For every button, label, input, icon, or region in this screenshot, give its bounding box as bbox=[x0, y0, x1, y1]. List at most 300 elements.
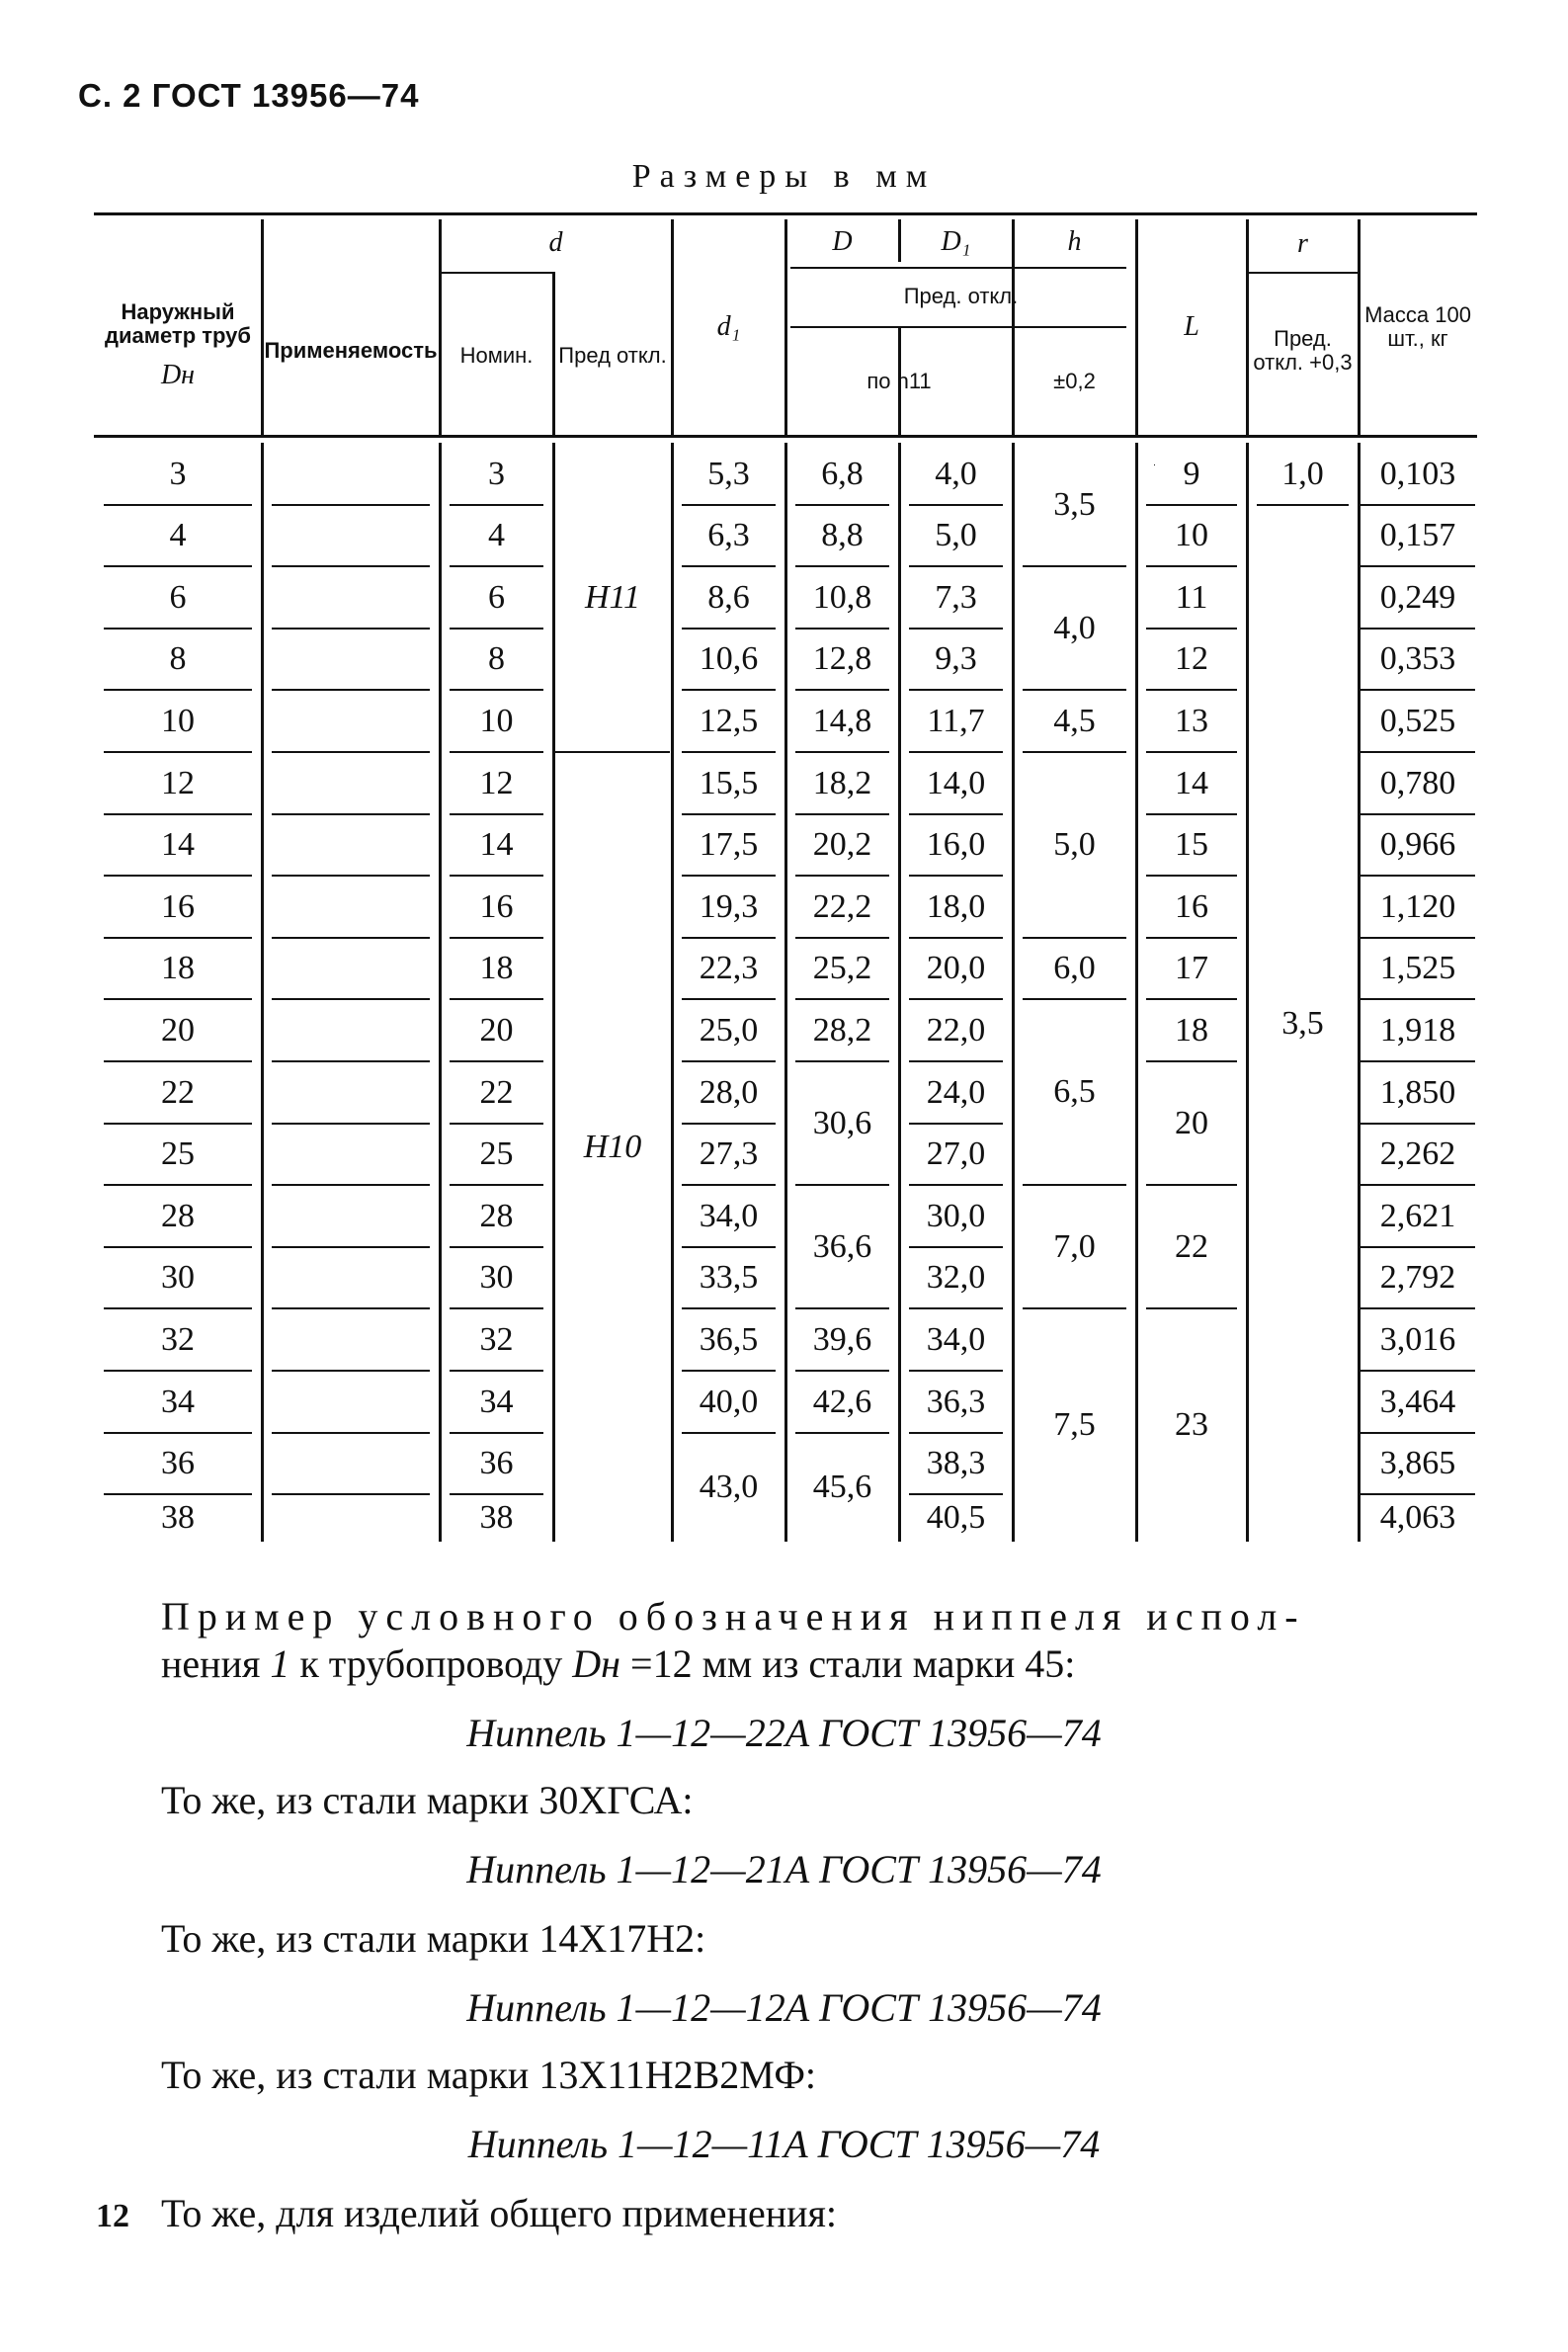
row-rule bbox=[682, 628, 776, 630]
row-d-nominal: 22 bbox=[479, 1073, 514, 1111]
row-outer-diameter: 12 bbox=[161, 764, 195, 801]
row-D: 12,8 bbox=[812, 640, 872, 677]
row-D1: 27,0 bbox=[926, 1135, 986, 1172]
row-rule bbox=[1023, 689, 1126, 691]
header-per-h11: по h11 bbox=[867, 369, 932, 393]
row-d1: 8,6 bbox=[707, 578, 750, 616]
row-rule bbox=[795, 504, 889, 506]
row-mass: 2,621 bbox=[1379, 1197, 1456, 1234]
row-rule bbox=[909, 1493, 1003, 1495]
row-d1: 25,0 bbox=[699, 1011, 759, 1049]
row-rule bbox=[682, 813, 776, 815]
row-rule bbox=[450, 504, 543, 506]
row-rule bbox=[272, 689, 430, 691]
row-d1: 15,5 bbox=[699, 764, 759, 801]
row-outer-diameter: 3 bbox=[169, 455, 187, 492]
row-rule bbox=[909, 1307, 1003, 1309]
row-rule bbox=[104, 998, 252, 1000]
row-D1: 24,0 bbox=[926, 1073, 986, 1111]
row-rule bbox=[104, 628, 252, 630]
same-note-4: То же, для изделий общего применения: bbox=[161, 2191, 838, 2235]
row-outer-diameter: 8 bbox=[169, 640, 187, 677]
row-mass: 0,780 bbox=[1379, 764, 1456, 801]
header-d-nominal: Номин. bbox=[459, 343, 534, 368]
row-rule bbox=[104, 1432, 252, 1434]
row-d1: 12,5 bbox=[699, 702, 759, 739]
row-rule bbox=[1361, 1184, 1475, 1186]
row-outer-diameter: 22 bbox=[161, 1073, 195, 1111]
row-rule bbox=[682, 1432, 776, 1434]
row-rule bbox=[682, 1123, 776, 1125]
row-rule bbox=[909, 1370, 1003, 1372]
row-rule bbox=[795, 1060, 889, 1062]
row-rule bbox=[1146, 875, 1237, 877]
merged-D: 45,6 bbox=[812, 1469, 872, 1505]
row-rule bbox=[682, 875, 776, 877]
row-rule bbox=[909, 689, 1003, 691]
same-note-3: То же, из стали марки 13Х11Н2В2МФ: bbox=[161, 2053, 817, 2097]
row-rule bbox=[1361, 875, 1475, 877]
row-D1: 38,3 bbox=[926, 1445, 986, 1481]
row-rule bbox=[1146, 689, 1237, 691]
row-D1: 36,3 bbox=[926, 1383, 986, 1420]
row-rule bbox=[1361, 1493, 1475, 1495]
row-mass: 1,120 bbox=[1379, 887, 1456, 925]
row-rule bbox=[450, 1307, 543, 1309]
row-rule bbox=[272, 751, 430, 753]
row-rule bbox=[795, 628, 889, 630]
row-rule bbox=[1023, 937, 1126, 939]
row-rule bbox=[272, 1370, 430, 1372]
row-d1: 34,0 bbox=[699, 1197, 759, 1234]
merged-L: 22 bbox=[1175, 1227, 1208, 1265]
tolerance-group-rule bbox=[555, 751, 670, 753]
row-rule bbox=[795, 1184, 889, 1186]
row-mass: 0,103 bbox=[1379, 455, 1456, 492]
row-d-nominal: 28 bbox=[479, 1197, 514, 1234]
row-outer-diameter: 20 bbox=[161, 1011, 195, 1049]
page-header: С. 2 ГОСТ 13956—74 bbox=[78, 77, 420, 114]
row-outer-diameter: 38 bbox=[161, 1499, 195, 1536]
row-rule bbox=[272, 1307, 430, 1309]
example-designation-2: Ниппель 1—12—21А ГОСТ 13956—74 bbox=[466, 1847, 1102, 1891]
row-rule bbox=[1361, 1307, 1475, 1309]
row-d1: 17,5 bbox=[699, 826, 759, 863]
row-rule bbox=[1146, 998, 1237, 1000]
row-d1: 36,5 bbox=[699, 1320, 759, 1358]
row-rule bbox=[272, 565, 430, 567]
header-D: D bbox=[832, 226, 853, 257]
row-D1: 9,3 bbox=[935, 640, 977, 677]
units-caption: Размеры в мм bbox=[631, 158, 937, 195]
row-rule bbox=[104, 937, 252, 939]
row-D1: 4,0 bbox=[935, 455, 977, 492]
row-rule bbox=[909, 751, 1003, 753]
row-d1: 10,6 bbox=[699, 640, 759, 677]
row-rule bbox=[1146, 813, 1237, 815]
row-outer-diameter: 18 bbox=[161, 950, 195, 986]
row-rule bbox=[909, 504, 1003, 506]
row-rule bbox=[450, 875, 543, 877]
row-rule bbox=[682, 1060, 776, 1062]
header-d: d bbox=[548, 227, 563, 258]
row-rule bbox=[450, 1246, 543, 1248]
row-rule bbox=[450, 628, 543, 630]
row-rule bbox=[1023, 1307, 1126, 1309]
row-rule bbox=[272, 998, 430, 1000]
merged-L: 20 bbox=[1175, 1104, 1208, 1141]
row-d1: 6,3 bbox=[707, 517, 750, 553]
row-L: 12 bbox=[1175, 640, 1208, 677]
row-rule bbox=[909, 1123, 1003, 1125]
row-D1: 16,0 bbox=[926, 826, 986, 863]
row-rule bbox=[682, 1370, 776, 1372]
merged-r: 3,5 bbox=[1281, 1004, 1324, 1042]
row-rule bbox=[1023, 1184, 1126, 1186]
header-rule bbox=[440, 272, 553, 274]
header-d1: d₁ bbox=[716, 311, 741, 342]
header-limit-deviation: Пред. откл. bbox=[903, 284, 1019, 308]
merged-h: 6,5 bbox=[1053, 1073, 1096, 1110]
row-rule bbox=[795, 1307, 889, 1309]
header-D1: D₁ bbox=[941, 226, 971, 257]
row-rule bbox=[795, 565, 889, 567]
merged-r: 1,0 bbox=[1281, 455, 1324, 492]
row-mass: 3,016 bbox=[1379, 1320, 1456, 1358]
paragraph-line-1: Пример условного обозначения ниппеля испол- bbox=[161, 1594, 1306, 1638]
header-applicability: Применяемость bbox=[264, 338, 438, 363]
row-rule bbox=[795, 689, 889, 691]
row-d-nominal: 4 bbox=[488, 517, 505, 553]
row-rule bbox=[682, 1307, 776, 1309]
row-d1: 27,3 bbox=[699, 1135, 759, 1172]
row-rule bbox=[682, 689, 776, 691]
row-rule bbox=[1361, 937, 1475, 939]
row-D1: 20,0 bbox=[926, 950, 986, 986]
row-mass: 1,850 bbox=[1379, 1073, 1456, 1111]
row-outer-diameter: 16 bbox=[161, 887, 195, 925]
row-rule bbox=[272, 875, 430, 877]
row-rule bbox=[909, 875, 1003, 877]
row-rule bbox=[795, 937, 889, 939]
row-d-nominal: 30 bbox=[479, 1259, 514, 1296]
row-rule bbox=[795, 875, 889, 877]
merged-L: 23 bbox=[1175, 1406, 1208, 1443]
row-d-nominal: 8 bbox=[488, 640, 505, 677]
row-L: 15 bbox=[1175, 826, 1208, 863]
header-L: L bbox=[1184, 311, 1199, 342]
row-rule bbox=[1361, 751, 1475, 753]
r-group-rule bbox=[1257, 504, 1349, 506]
header-outer-diameter: Наружный диаметр труб bbox=[104, 298, 252, 348]
row-rule bbox=[450, 689, 543, 691]
row-rule bbox=[450, 751, 543, 753]
row-rule bbox=[909, 1184, 1003, 1186]
same-note-2: То же, из стали марки 14Х17Н2: bbox=[161, 1916, 706, 1961]
row-rule bbox=[1361, 1246, 1475, 1248]
merged-D: 30,6 bbox=[812, 1104, 872, 1141]
row-L: 17 bbox=[1175, 950, 1208, 986]
row-rule bbox=[272, 813, 430, 815]
row-rule bbox=[450, 565, 543, 567]
row-d-nominal: 16 bbox=[479, 887, 514, 925]
row-rule bbox=[682, 504, 776, 506]
row-d-nominal: 20 bbox=[479, 1011, 514, 1049]
row-d-nominal: 6 bbox=[488, 578, 505, 616]
row-D: 14,8 bbox=[812, 702, 872, 739]
row-rule bbox=[450, 1184, 543, 1186]
row-rule bbox=[104, 1184, 252, 1186]
row-D: 20,2 bbox=[812, 826, 872, 863]
row-L: 11 bbox=[1175, 578, 1208, 616]
row-d-nominal: 38 bbox=[479, 1499, 514, 1536]
row-rule bbox=[1361, 689, 1475, 691]
row-rule bbox=[104, 504, 252, 506]
row-rule bbox=[909, 1060, 1003, 1062]
row-outer-diameter: 36 bbox=[161, 1445, 195, 1481]
row-d1: 19,3 bbox=[699, 887, 759, 925]
header-r-tolerance: Пред. откл. +0,3 bbox=[1253, 326, 1353, 375]
row-rule bbox=[1146, 937, 1237, 939]
row-d-nominal: 18 bbox=[479, 950, 514, 986]
row-rule bbox=[1361, 1370, 1475, 1372]
header-rule bbox=[1247, 272, 1358, 274]
row-rule bbox=[682, 1184, 776, 1186]
row-rule bbox=[1146, 1184, 1237, 1186]
row-outer-diameter: 4 bbox=[169, 517, 187, 553]
row-rule bbox=[104, 813, 252, 815]
merged-h: 3,5 bbox=[1053, 485, 1096, 523]
row-rule bbox=[104, 1060, 252, 1062]
row-outer-diameter: 28 bbox=[161, 1197, 195, 1234]
header-r: r bbox=[1297, 228, 1308, 259]
row-D1: 5,0 bbox=[935, 517, 977, 553]
row-d-nominal: 25 bbox=[479, 1135, 514, 1172]
row-rule bbox=[272, 1184, 430, 1186]
header-h: h bbox=[1067, 226, 1082, 257]
row-d1: 28,0 bbox=[699, 1073, 759, 1111]
row-rule bbox=[450, 1370, 543, 1372]
row-d-nominal: 10 bbox=[479, 702, 514, 739]
row-rule bbox=[104, 1246, 252, 1248]
row-rule bbox=[682, 751, 776, 753]
row-rule bbox=[1361, 1123, 1475, 1125]
row-D1: 7,3 bbox=[935, 578, 977, 616]
row-D: 6,8 bbox=[821, 455, 864, 492]
row-rule bbox=[1361, 504, 1475, 506]
row-D1: 40,5 bbox=[926, 1499, 986, 1536]
row-D1: 11,7 bbox=[927, 702, 985, 739]
header-h-tolerance: ±0,2 bbox=[1053, 369, 1096, 393]
row-rule bbox=[104, 1370, 252, 1372]
row-L: 18 bbox=[1175, 1011, 1208, 1049]
row-outer-diameter: 34 bbox=[161, 1383, 195, 1420]
row-mass: 0,525 bbox=[1379, 702, 1456, 739]
row-rule bbox=[450, 1432, 543, 1434]
row-d-nominal: 32 bbox=[479, 1320, 514, 1358]
row-rule bbox=[272, 1123, 430, 1125]
row-outer-diameter: 32 bbox=[161, 1320, 195, 1358]
row-rule bbox=[909, 937, 1003, 939]
header-bottom-rule bbox=[94, 435, 1477, 438]
row-rule bbox=[909, 628, 1003, 630]
row-rule bbox=[1146, 751, 1237, 753]
row-D: 42,6 bbox=[812, 1383, 872, 1420]
row-rule bbox=[1361, 628, 1475, 630]
merged-d1: 43,0 bbox=[699, 1469, 759, 1505]
row-mass: 2,792 bbox=[1379, 1259, 1456, 1296]
row-rule bbox=[682, 565, 776, 567]
row-rule bbox=[450, 937, 543, 939]
merged-h: 7,0 bbox=[1053, 1227, 1096, 1265]
row-D: 39,6 bbox=[812, 1320, 872, 1358]
row-rule bbox=[104, 1307, 252, 1309]
row-rule bbox=[1361, 1432, 1475, 1434]
row-rule bbox=[795, 813, 889, 815]
row-rule bbox=[450, 813, 543, 815]
merged-tolerance-h11: H11 bbox=[584, 578, 641, 616]
row-rule bbox=[1146, 565, 1237, 567]
row-L: 16 bbox=[1175, 887, 1208, 925]
row-L: 10 bbox=[1175, 517, 1208, 553]
row-mass: 1,918 bbox=[1379, 1011, 1456, 1049]
row-rule bbox=[795, 1370, 889, 1372]
row-rule bbox=[1023, 565, 1126, 567]
row-rule bbox=[272, 504, 430, 506]
row-D: 10,8 bbox=[812, 578, 872, 616]
row-rule bbox=[272, 1432, 430, 1434]
row-outer-diameter: 14 bbox=[161, 826, 195, 863]
page-number: 12 bbox=[96, 2198, 129, 2234]
row-rule bbox=[1361, 998, 1475, 1000]
row-rule bbox=[104, 689, 252, 691]
row-L: 13 bbox=[1175, 702, 1208, 739]
merged-h: 7,5 bbox=[1053, 1406, 1096, 1443]
row-d-nominal: 14 bbox=[479, 826, 514, 863]
row-rule bbox=[682, 1246, 776, 1248]
row-D: 8,8 bbox=[821, 517, 864, 553]
row-mass: 0,353 bbox=[1379, 640, 1456, 677]
row-D: 22,2 bbox=[812, 887, 872, 925]
row-rule bbox=[682, 998, 776, 1000]
header-d-tolerance: Пред откл. bbox=[558, 343, 667, 368]
row-rule bbox=[104, 875, 252, 877]
row-rule bbox=[909, 565, 1003, 567]
row-outer-diameter: 30 bbox=[161, 1259, 195, 1296]
row-rule bbox=[450, 1060, 543, 1062]
row-mass: 3,464 bbox=[1379, 1383, 1456, 1420]
row-D1: 32,0 bbox=[926, 1259, 986, 1296]
row-d1: 33,5 bbox=[699, 1259, 759, 1296]
row-d-nominal: 12 bbox=[479, 764, 514, 801]
row-rule bbox=[1361, 813, 1475, 815]
row-rule bbox=[450, 998, 543, 1000]
row-rule bbox=[272, 1246, 430, 1248]
row-mass: 0,157 bbox=[1379, 517, 1456, 553]
same-note-1: То же, из стали марки 30ХГСА: bbox=[161, 1778, 694, 1822]
row-rule bbox=[1146, 1060, 1237, 1062]
paragraph-line-2: нения 1 к трубопроводу Dн =12 мм из стали марки 45: bbox=[161, 1641, 1076, 1686]
row-d1: 40,0 bbox=[699, 1383, 759, 1420]
row-rule bbox=[104, 1493, 252, 1495]
header-outer-diameter-symbol: Dн bbox=[160, 360, 196, 390]
example-designation-3: Ниппель 1—12—12А ГОСТ 13956—74 bbox=[466, 1985, 1102, 2030]
row-rule bbox=[104, 565, 252, 567]
row-mass: 2,262 bbox=[1379, 1135, 1456, 1172]
row-rule bbox=[450, 1123, 543, 1125]
row-rule bbox=[909, 998, 1003, 1000]
header-mass: Масса 100 шт., кг bbox=[1364, 302, 1471, 351]
row-d1: 22,3 bbox=[699, 950, 759, 986]
row-L: 9 bbox=[1183, 455, 1200, 492]
row-rule bbox=[795, 751, 889, 753]
row-L: 14 bbox=[1175, 764, 1208, 801]
merged-D: 36,6 bbox=[812, 1227, 872, 1265]
row-rule bbox=[1146, 504, 1237, 506]
row-d-nominal: 36 bbox=[479, 1445, 514, 1481]
row-mass: 3,865 bbox=[1379, 1445, 1456, 1481]
row-rule bbox=[682, 937, 776, 939]
row-d1: 5,3 bbox=[707, 455, 750, 492]
merged-h: 4,5 bbox=[1053, 702, 1096, 739]
row-D: 25,2 bbox=[812, 950, 872, 986]
designation-example-paragraph bbox=[161, 1593, 1485, 1688]
merged-tolerance-h10: H10 bbox=[583, 1128, 642, 1165]
merged-h: 4,0 bbox=[1053, 609, 1096, 646]
row-D: 28,2 bbox=[812, 1011, 872, 1049]
row-mass: 4,063 bbox=[1379, 1499, 1456, 1536]
row-rule bbox=[272, 1060, 430, 1062]
row-d-nominal: 3 bbox=[488, 455, 505, 492]
merged-h: 5,0 bbox=[1053, 826, 1096, 863]
row-D1: 22,0 bbox=[926, 1011, 986, 1049]
merged-h: 6,0 bbox=[1053, 950, 1096, 986]
row-mass: 0,966 bbox=[1379, 826, 1456, 863]
row-D: 18,2 bbox=[812, 764, 872, 801]
row-outer-diameter: 25 bbox=[161, 1135, 195, 1172]
row-rule bbox=[1361, 1060, 1475, 1062]
row-rule bbox=[1361, 565, 1475, 567]
example-designation-1: Ниппель 1—12—22А ГОСТ 13956—74 bbox=[466, 1711, 1102, 1755]
row-rule bbox=[104, 1123, 252, 1125]
row-D1: 14,0 bbox=[926, 764, 986, 801]
row-rule bbox=[795, 1432, 889, 1434]
row-rule bbox=[1146, 1307, 1237, 1309]
table-top-rule bbox=[94, 212, 1477, 215]
row-D1: 34,0 bbox=[926, 1320, 986, 1358]
row-D1: 30,0 bbox=[926, 1197, 986, 1234]
row-rule bbox=[272, 628, 430, 630]
row-rule bbox=[909, 813, 1003, 815]
row-rule bbox=[909, 1432, 1003, 1434]
row-rule bbox=[450, 1493, 543, 1495]
row-rule bbox=[795, 998, 889, 1000]
row-rule bbox=[1146, 628, 1237, 630]
row-rule bbox=[1023, 751, 1126, 753]
row-rule bbox=[1023, 998, 1126, 1000]
example-designation-4: Ниппель 1—12—11А ГОСТ 13956—74 bbox=[467, 2122, 1101, 2166]
row-outer-diameter: 10 bbox=[161, 702, 195, 739]
row-d-nominal: 34 bbox=[479, 1383, 514, 1420]
row-rule bbox=[909, 1246, 1003, 1248]
row-rule bbox=[272, 1493, 430, 1495]
row-rule bbox=[104, 751, 252, 753]
row-mass: 1,525 bbox=[1379, 950, 1456, 986]
row-outer-diameter: 6 bbox=[169, 578, 187, 616]
row-rule bbox=[272, 937, 430, 939]
row-D1: 18,0 bbox=[926, 887, 986, 925]
row-mass: 0,249 bbox=[1379, 578, 1456, 616]
